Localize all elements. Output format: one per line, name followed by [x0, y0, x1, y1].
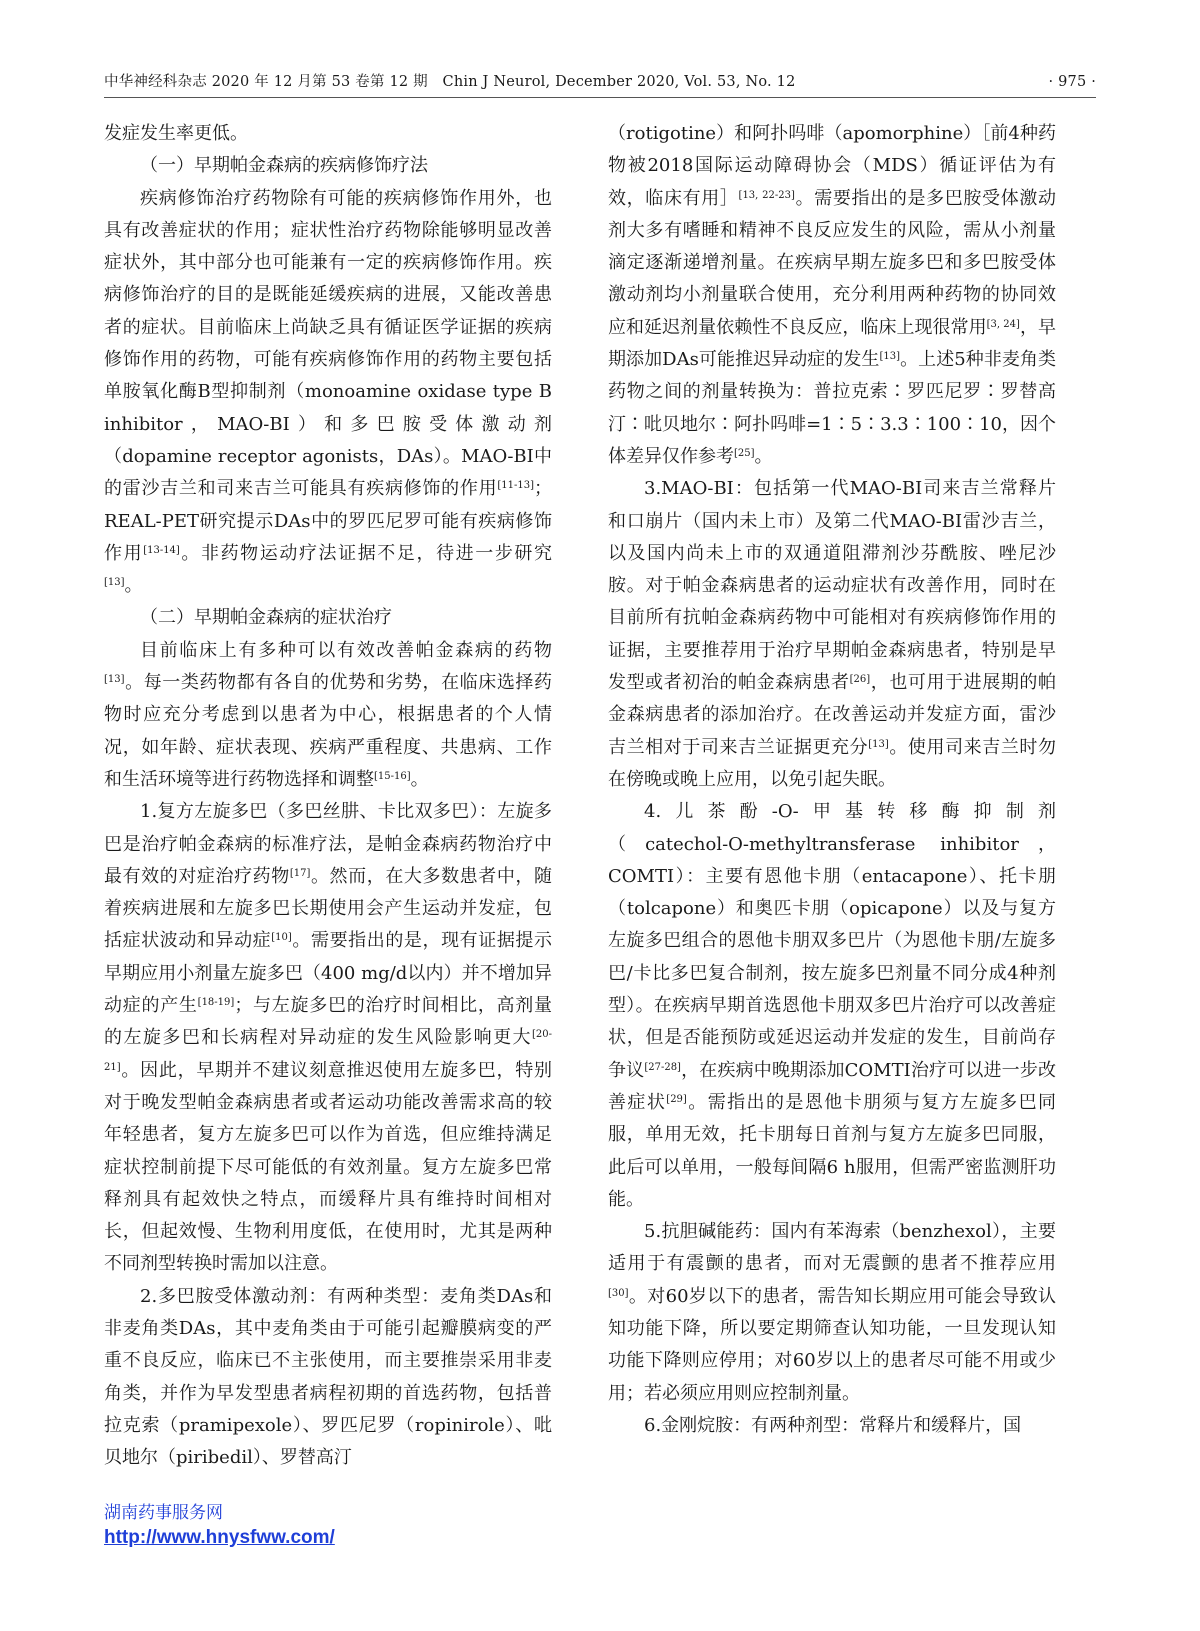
text-run: 5.抗胆碱能药：国内有苯海索（benzhexol），主要适用于有震颤的患者，而对无震颤的患者不推荐应用	[608, 1221, 1056, 1275]
text-run: 。	[410, 768, 429, 790]
text-run: ；与左旋多巴的治疗时间相比，高剂量的左旋多巴和长病程对异动症的发生风险影响更大	[104, 995, 553, 1049]
left-column	[104, 118, 552, 1474]
journal-citation: 中华神经科杂志 2020 年 12 月第 53 卷第 12 期 Chin J Neurol, December 2020, Vol. 53, No. 12	[104, 74, 796, 90]
paragraph-mao-bi	[608, 473, 1056, 796]
text-run: 3.MAO‑BI：包括第一代MAO‑BI司来吉兰常释片和口崩片（国内未上市）及第二代MAO‑BI雷沙吉兰，以及国内尚未上市的双通道阻滞剂沙芬酰胺、唑尼沙胺。对于帕金森病患者的运动症状有改善作用，同时在目前所有抗帕金森病药物中可能相对有疾病修饰作用的证据，主要推荐用于治疗早期帕金森病患者，特别是早发型或者初治的帕金森病患者	[608, 478, 1056, 694]
section-heading-symptomatic: （二）早期帕金森病的症状治疗	[140, 607, 392, 629]
right-column	[608, 118, 1056, 1442]
citation-ref: [13]	[868, 738, 889, 750]
text-run: 4.儿茶酚‑O‑甲基转移酶抑制剂（catechol‑O‑methyltransferase inhibitor，COMTI）：主要有恩他卡朋（entacapone）、托卡朋（tolcapone）和奥匹卡朋（opicapone）以及与复方左旋多巴组合的恩他卡朋双多巴片（为恩他卡朋/左旋多巴/卡比多巴复合制剂，按左旋多巴剂量不同分成4种剂型）。在疾病早期首选恩他卡朋双多巴片治疗可以改善症状，但是否能预防或延迟运动并发症的发生，目前尚存争议	[608, 801, 1056, 1081]
citation-ref: [13]	[879, 351, 901, 363]
paragraph-comti	[608, 796, 1056, 1216]
citation-ref: [13]	[104, 674, 125, 686]
citation-ref: [15-16]	[374, 770, 411, 782]
watermark-url-link[interactable]: http://www.hnysfww.com/	[104, 1527, 335, 1548]
text-run: 。需指出的是恩他卡朋须与复方左旋多巴同服，单用无效，托卡朋每日首剂与复方左旋多巴同服，此后可以单用，一般每间隔6 h服用，但需严密监测肝功能。	[608, 1091, 1057, 1210]
text-run: 。对60岁以下的患者，需告知长期应用可能会导致认知功能下降，所以要定期筛查认知功能，一旦发现认知功能下降则应停用；对60岁以上的患者尽可能不用或少用；若必须应用则应控制剂量。	[608, 1285, 1056, 1404]
citation-ref: [3, 24]	[986, 318, 1020, 330]
text-run: 。需要指出的是多巴胺受体激动剂大多有嗜睡和精神不良反应发生的风险，需从小剂量滴定逐渐递增剂量。在疾病早期左旋多巴和多巴胺受体激动剂均小剂量联合使用，充分利用两种药物的协同效应和延迟剂量依赖性不良反应，临床上现很常用	[608, 187, 1057, 338]
text-run: 。使用司来吉兰时勿在傍晚或晚上应用，以免引起失眠。	[608, 736, 1057, 790]
text-run: 。然而，在大多数患者中，随着疾病进展和左旋多巴长期使用会产生运动并发症，包括症状波动和异动症	[104, 865, 553, 952]
paragraph-symptomatic-intro	[104, 635, 552, 796]
paragraph-amantadine: 6.金刚烷胺：有两种剂型：常释片和缓释片，国	[644, 1414, 1022, 1436]
text-run: ，在疾病中晚期添加COMTI治疗可以进一步改善症状	[608, 1059, 1056, 1113]
paragraph-levodopa	[104, 796, 552, 1280]
text-run: 疾病修饰治疗药物除有可能的疾病修饰作用外，也具有改善症状的作用；症状性治疗药物除能够明显改善症状外，其中部分也可能兼有一定的疾病修饰作用。疾病修饰治疗的目的是既能延缓疾病的进展，又能改善患者的症状。目前临床上尚缺乏具有循证医学证据的疾病修饰作用的药物，可能有疾病修饰作用的药物主要包括单胺氧化酶B型抑制剂（monoamine oxidase type B inhibitor，MAO‑BI）和多巴胺受体激动剂（dopamine receptor agonists，DAs）。MAO‑BI中的雷沙吉兰和司来吉兰可能具有疾病修饰的作用	[104, 187, 552, 500]
site-watermark	[104, 1500, 335, 1550]
citation-ref: [18-19]	[197, 997, 235, 1009]
citation-ref: [27-28]	[644, 1061, 681, 1073]
paragraph-disease-modifying	[104, 183, 552, 603]
text-run: 。非药物运动疗法证据不足，待进一步研究	[179, 542, 553, 564]
text-run: 。	[754, 445, 773, 467]
citation-ref: [11-13]	[497, 480, 534, 492]
citation-ref: [20-21]	[104, 1029, 552, 1073]
text-run: 。上述5种非麦角类药物之间的剂量转换为：普拉克索∶罗匹尼罗∶罗替高汀∶吡贝地尔∶阿扑吗啡=1∶5∶3.3∶100∶10，因个体差异仅作参考	[608, 349, 1056, 467]
citation-ref: [29]	[666, 1093, 687, 1105]
citation-ref: [13]	[104, 577, 125, 589]
text-run: 。每一类药物都有各自的优势和劣势，在临床选择药物时应充分考虑到以患者为中心，根据患者的个人情况，如年龄、症状表现、疾病严重程度、共患病、工作和生活环境等进行药物选择和调整	[104, 672, 552, 790]
text-run: 。	[124, 575, 143, 597]
text-run: 目前临床上有多种可以有效改善帕金森病的药物	[140, 639, 552, 661]
watermark-site-name: 湖南药事服务网	[104, 1503, 223, 1522]
running-header	[104, 70, 1096, 91]
paragraph-continued: 发症发生率更低。	[104, 123, 248, 144]
paragraph-anticholinergic	[608, 1216, 1056, 1410]
text-run: 1.复方左旋多巴（多巴丝肼、卡比双多巴）：左旋多巴是治疗帕金森病的标准疗法，是帕金森病药物治疗中最有效的对症治疗药物	[104, 801, 552, 887]
citation-ref: [10]	[271, 932, 292, 944]
text-run: （rotigotine）和阿扑吗啡（apomorphine）［前4种药物被2018国际运动障碍协会（MDS）循证评估为有效，临床有用］	[608, 123, 1056, 209]
citation-ref: [13, 22-23]	[738, 189, 795, 201]
header-divider	[104, 97, 1096, 98]
text-run: 。需要指出的是，现有证据提示早期应用小剂量左旋多巴（400 mg/d以内）并不增加异动症的产生	[104, 930, 553, 1017]
citation-ref: [26]	[849, 674, 871, 686]
section-heading-disease-modifying: （一）早期帕金森病的疾病修饰疗法	[140, 155, 428, 177]
citation-ref: [17]	[289, 867, 311, 879]
page-number: · 975 ·	[1048, 74, 1096, 90]
paragraph-dopamine-agonists-cont	[608, 118, 1056, 473]
citation-ref: [13-14]	[143, 544, 180, 556]
text-run: ；REAL‑PET研究提示DAs中的罗匹尼罗可能有疾病修饰作用	[104, 478, 552, 564]
text-run: 。因此，早期并不建议刻意推迟使用左旋多巴，特别对于晚发型帕金森病患者或者运动功能改善需求高的较年轻患者，复方左旋多巴可以作为首选，但应维持满足症状控制前提下尽可能低的有效剂量。复方左旋多巴常释剂具有起效快之特点，而缓释片具有维持时间相对长，但起效慢、生物利用度低，在使用时，尤其是两种不同剂型转换时需加以注意。	[104, 1059, 552, 1275]
citation-ref: [30]	[608, 1287, 629, 1299]
text-run: ，也可用于进展期的帕金森病患者的添加治疗。在改善运动并发症方面，雷沙吉兰相对于司来吉兰证据更充分	[608, 672, 1057, 758]
citation-ref: [25]	[734, 447, 755, 459]
text-run: ，早期添加DAs可能推迟异动症的发生	[608, 316, 1056, 371]
paragraph-dopamine-agonists: 2.多巴胺受体激动剂：有两种类型：麦角类DAs和非麦角类DAs，其中麦角类由于可能引起瓣膜病变的严重不良反应，临床已不主张使用，而主要推崇采用非麦角类，并作为早发型患者病程初期的首选药物，包括普拉克索（pramipexole）、罗匹尼罗（ropinirole）、吡贝地尔（piribedil）、罗替高汀	[104, 1285, 552, 1469]
